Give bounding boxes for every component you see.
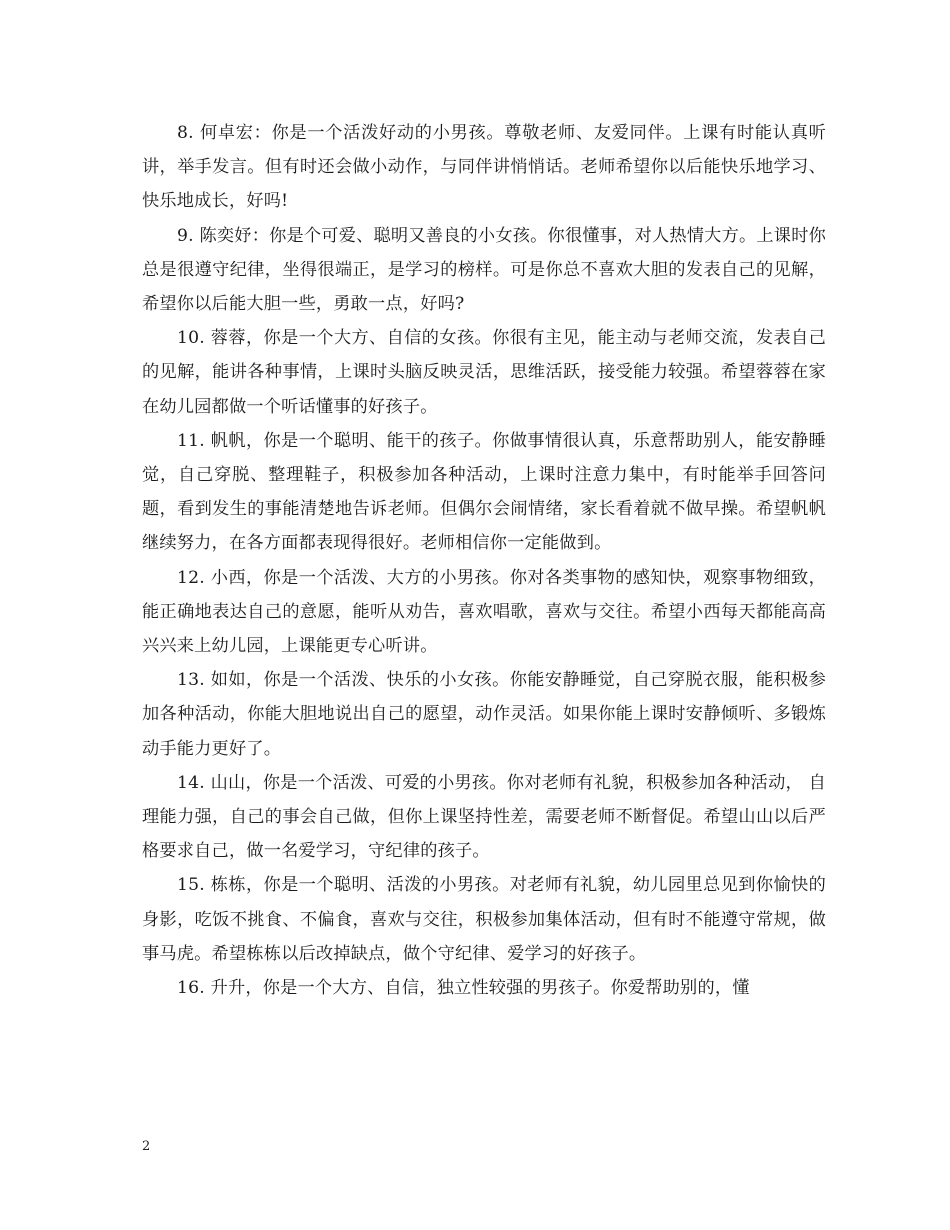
paragraph-11: 11. 帆帆，你是一个聪明、能干的孩子。你做事情很认真，乐意帮助别人，能安静睡觉，自己穿脱、整理鞋子，积极参加各种活动，上课时注意力集中，有时能举手回答问题，看到发生的事能清楚地告诉老师。但偶尔会闹情绪，家长看着就不做早操。希望帆帆继续努力，在各方面都表现得很好。老师相信你一定能做到。 bbox=[142, 430, 826, 554]
document-body bbox=[142, 116, 826, 1005]
paragraph-15: 15. 栋栋，你是一个聪明、活泼的小男孩。对老师有礼貌，幼儿园里总见到你愉快的身影，吃饭不挑食、不偏食，喜欢与交往，积极参加集体活动，但有时不能遵守常规，做事马虎。希望栋栋以后改掉缺点，做个守纪律、爱学习的好孩子。 bbox=[142, 875, 826, 964]
paragraph-8: 8. 何卓宏：你是一个活泼好动的小男孩。尊敬老师、友爱同伴。上课有时能认真听讲，举手发言。但有时还会做小动作，与同伴讲悄悄话。老师希望你以后能快乐地学习、快乐地成长，好吗! bbox=[142, 123, 826, 212]
page-number: 2 bbox=[142, 1139, 151, 1154]
paragraph-14: 14. 山山，你是一个活泼、可爱的小男孩。你对老师有礼貌，积极参加各种活动， 自理能力强，自己的事会自己做，但你上课坚持性差，需要老师不断督促。希望山山以后严格要求自己，做一名爱学习，守纪律的孩子。 bbox=[142, 772, 826, 862]
paragraph-10: 10. 蓉蓉，你是一个大方、自信的女孩。你很有主见，能主动与老师交流，发表自己的见解，能讲各种事情，上课时头脑反映灵活，思维活跃，接受能力较强。希望蓉蓉在家在幼儿园都做一个听话懂事的好孩子。 bbox=[142, 328, 826, 417]
paragraph-12: 12. 小西，你是一个活泼、大方的小男孩。你对各类事物的感知快，观察事物细致，能正确地表达自己的意愿，能听从劝告，喜欢唱歌，喜欢与交往。希望小西每天都能高高兴兴来上幼儿园，上课能更专心听讲。 bbox=[142, 567, 826, 657]
paragraph-13: 13. 如如，你是一个活泼、快乐的小女孩。你能安静睡觉，自己穿脱衣服，能积极参加各种活动，你能大胆地说出自己的愿望，动作灵活。如果你能上课时安静倾听、多锻炼动手能力更好了。 bbox=[142, 670, 826, 759]
paragraph-9: 9. 陈奕妤：你是个可爱、聪明又善良的小女孩。你很懂事，对人热情大方。上课时你总是很遵守纪律，坐得很端正，是学习的榜样。可是你总不喜欢大胆的发表自己的见解，希望你以后能大胆一些，勇敢一点，好吗? bbox=[142, 225, 826, 315]
paragraph-16: 16. 升升，你是一个大方、自信，独立性较强的男孩子。你爱帮助别的，懂 bbox=[177, 978, 750, 999]
